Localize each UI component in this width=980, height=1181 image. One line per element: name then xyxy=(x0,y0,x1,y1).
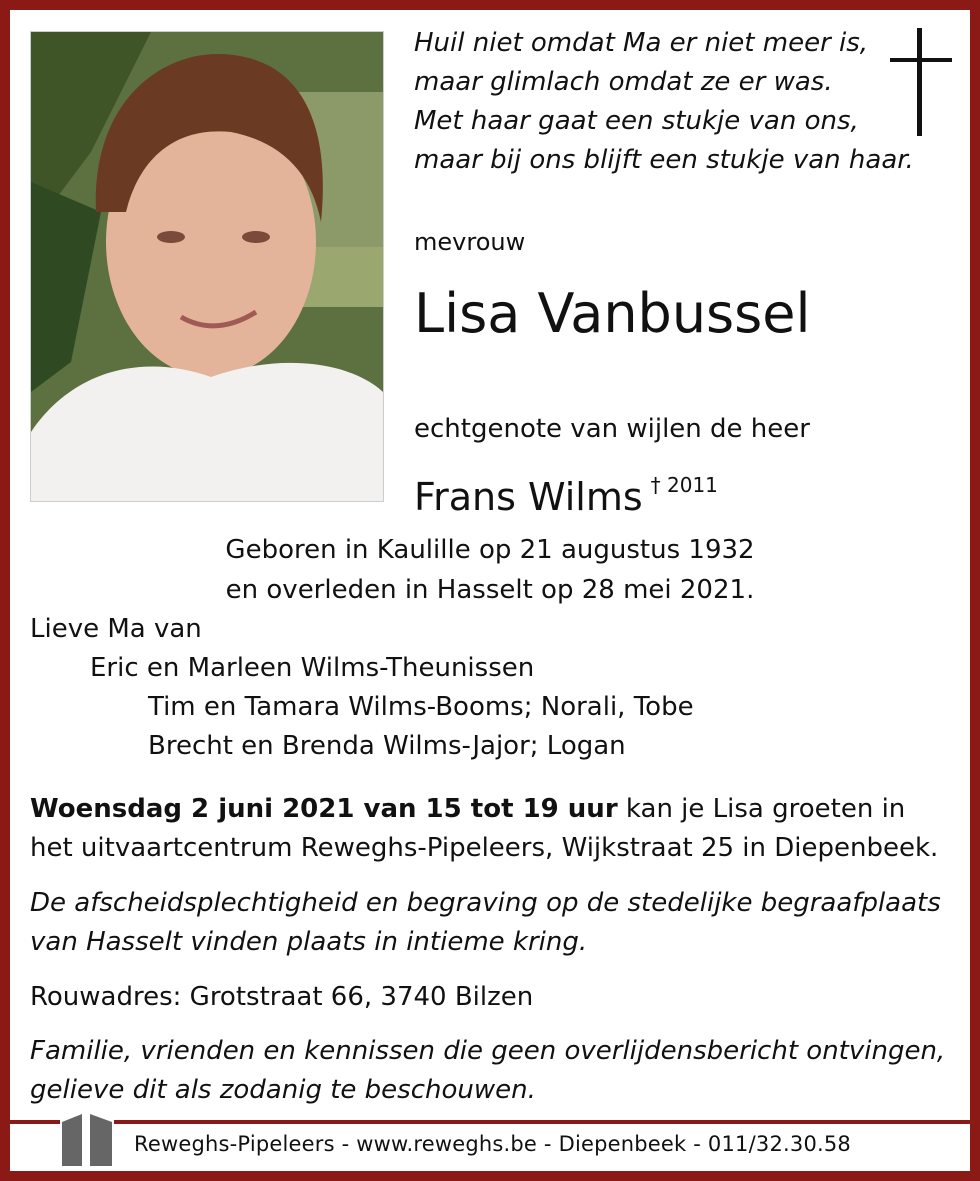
birth-line: Geboren in Kaulille op 21 augustus 1932 xyxy=(225,535,755,565)
poem-line: maar glimlach omdat ze er was. xyxy=(414,67,833,97)
family-grandchildren: Tim en Tamara Wilms-Booms; Norali, Tobe xyxy=(148,692,694,722)
poem-line: Huil niet omdat Ma er niet meer is, xyxy=(414,28,869,58)
deceased-title: mevrouw xyxy=(414,228,526,256)
poem xyxy=(414,24,934,180)
family-list xyxy=(30,610,694,766)
poem-line: maar bij ons blijft een stukje van haar. xyxy=(414,145,914,175)
footer-contact: Reweghs-Pipeleers - www.reweghs.be - Diepenbeek - 011/32.30.58 xyxy=(134,1132,851,1156)
visitation-time: Woensdag 2 juni 2021 van 15 tot 19 uur xyxy=(30,794,618,824)
funeral-home-logo-icon xyxy=(60,1108,114,1166)
footer-divider xyxy=(10,1120,970,1124)
deceased-name: Lisa Vanbussel xyxy=(414,282,811,345)
visitation-info xyxy=(30,790,950,868)
spouse-death-mark: † 2011 xyxy=(650,473,718,497)
ceremony-info: De afscheidsplechtigheid en begraving op de stedelijke begraafplaats van Hasselt vinden plaats in intieme kring. xyxy=(30,888,941,957)
mourning-address: Rouwadres: Grotstraat 66, 3740 Bilzen xyxy=(30,982,534,1012)
portrait-illustration xyxy=(31,32,383,501)
visitation-place: kan je Lisa groeten in het uitvaartcentrum Reweghs-Pipeleers, Wijkstraat 25 in Diepenbeek. xyxy=(30,794,939,863)
birth-death-info xyxy=(10,530,970,610)
family-grandchildren: Brecht en Brenda Wilms-Jajor; Logan xyxy=(148,731,626,761)
cross-icon xyxy=(890,28,952,136)
death-line: en overleden in Hasselt op 28 mei 2021. xyxy=(225,575,755,605)
obituary-card xyxy=(10,10,970,1171)
spouse-intro: echtgenote van wijlen de heer xyxy=(414,414,810,444)
notice-text: Familie, vrienden en kennissen die geen overlijdensbericht ontvingen, gelieve dit als zodanig te beschouwen. xyxy=(30,1036,946,1105)
poem-line: Met haar gaat een stukje van ons, xyxy=(414,106,859,136)
portrait-photo xyxy=(30,31,384,502)
family-intro: Lieve Ma van xyxy=(30,614,202,644)
family-children: Eric en Marleen Wilms-Theunissen xyxy=(90,653,535,683)
spouse-name-line xyxy=(414,462,718,520)
spouse-name: Frans Wilms xyxy=(414,475,643,519)
